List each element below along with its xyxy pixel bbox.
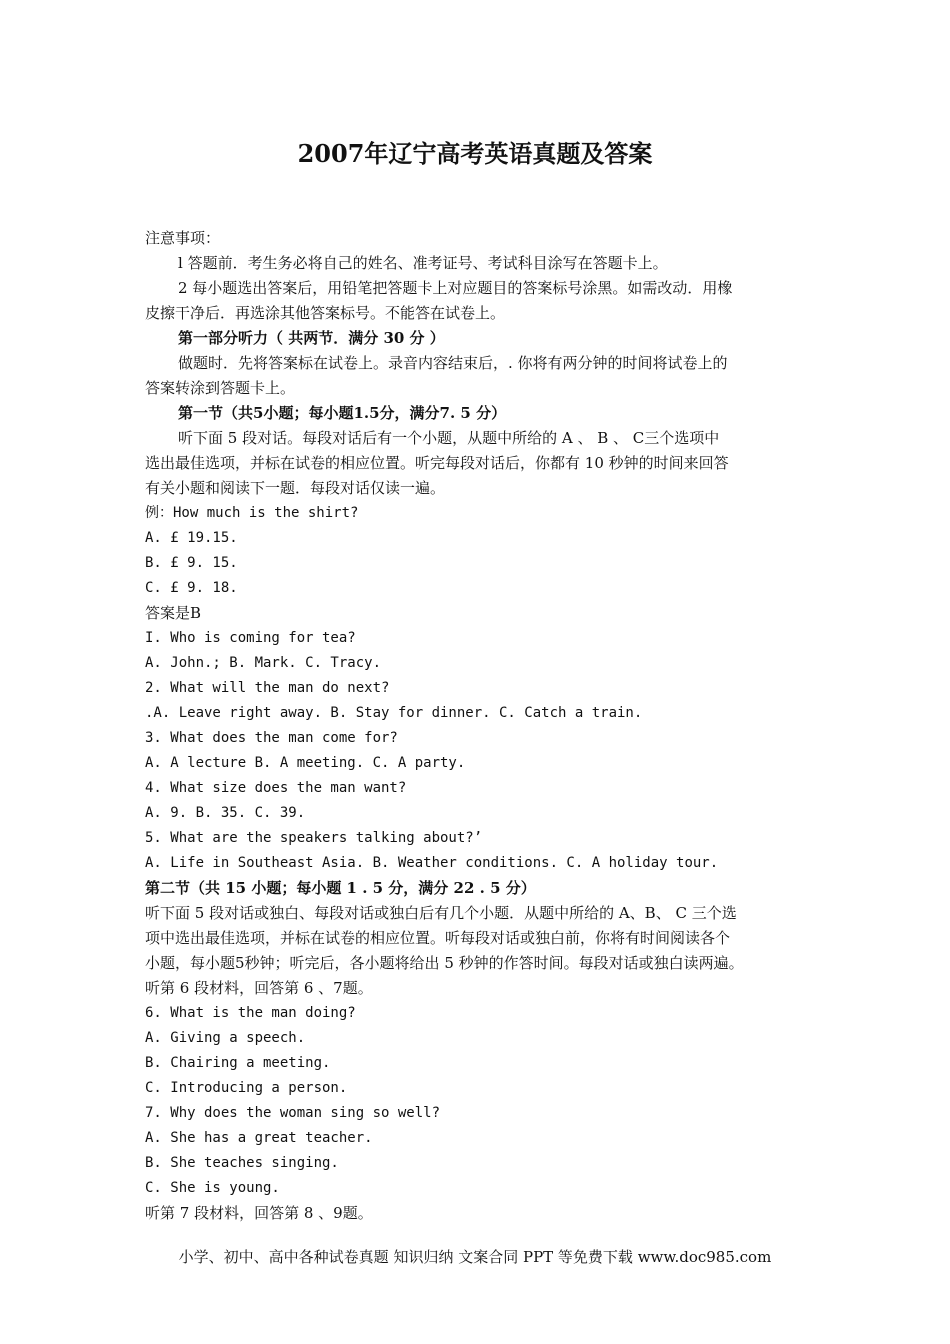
- text-line: 例：How much is the shirt?: [145, 505, 359, 521]
- text-line: B. £ 9. 15.: [145, 555, 238, 571]
- text-line: B. Chairing a meeting.: [145, 1055, 331, 1071]
- text-line: C. £ 9. 18.: [145, 580, 238, 596]
- text-line: 听第 6 段材料，回答第 6 、7题。: [145, 979, 373, 997]
- text-line: 4. What size does the man want?: [145, 780, 407, 796]
- text-line: 5. What are the speakers talking about?’: [145, 830, 483, 846]
- text-line: 2. What will the man do next?: [145, 680, 390, 696]
- text-line: A. Giving a speech.: [145, 1030, 306, 1046]
- text-line: l 答题前．考生务必将自己的姓名、准考证号、考试科目涂写在答题卡上。: [178, 254, 668, 272]
- text-line: 7. Why does the woman sing so well?: [145, 1105, 441, 1121]
- text-line: 皮擦干净后．再选涂其他答案标号。不能答在试卷上。: [145, 304, 506, 322]
- text-line: 第二节（共 15 小题；每小题 1 . 5 分，满分 22 . 5 分）: [145, 879, 536, 897]
- text-line: 第一部分听力（ 共两节．满分 30 分 ）: [178, 329, 445, 347]
- page-footer: 小学、初中、高中各种试卷真题 知识归纳 文案合同 PPT 等免费下载 www.doc985.com: [178, 1248, 772, 1266]
- text-line: 小题，每小题5秒钟；听完后，各小题将给出 5 秒钟的作答时间。每段对话或独白读两遍。: [145, 954, 744, 972]
- text-line: C. She is young.: [145, 1180, 280, 1196]
- document-body: [145, 226, 815, 1226]
- text-line: 有关小题和阅读下一题．每段对话仅读一遍。: [145, 479, 446, 497]
- text-line: B. She teaches singing.: [145, 1155, 339, 1171]
- text-line: A. £ 19.15.: [145, 530, 238, 546]
- text-line: 听下面 5 段对话。每段对话后有一个小题，从题中所给的 A 、 B 、 C三个选项中: [178, 429, 720, 447]
- page-title: 2007年辽宁高考英语真题及答案: [297, 139, 653, 168]
- text-line: A. She has a great teacher.: [145, 1130, 373, 1146]
- text-line: 3. What does the man come for?: [145, 730, 398, 746]
- text-line: A. Life in Southeast Asia. B. Weather conditions. C. A holiday tour.: [145, 855, 719, 871]
- text-line: 听第 7 段材料，回答第 8 、9题。: [145, 1204, 373, 1222]
- text-line: 答案转涂到答题卡上。: [145, 379, 296, 397]
- text-line: 6. What is the man doing?: [145, 1005, 356, 1021]
- text-line: C. Introducing a person.: [145, 1080, 348, 1096]
- text-line: A. A lecture B. A meeting. C. A party.: [145, 755, 466, 771]
- text-line: I. Who is coming for tea?: [145, 630, 356, 646]
- text-line: 听下面 5 段对话或独白、每段对话或独白后有几个小题．从题中所给的 A、B、 C 三个选: [145, 904, 737, 922]
- text-line: 2 每小题选出答案后，用铅笔把答题卡上对应题目的答案标号涂黑。如需改动．用橡: [178, 279, 733, 297]
- text-line: 第一节（共5小题；每小题1.5分，满分7. 5 分）: [178, 404, 507, 422]
- text-line: 注意事项：: [145, 229, 221, 247]
- text-line: 选出最佳选项，并标在试卷的相应位置。听完每段对话后，你都有 10 秒钟的时间来回答: [145, 454, 729, 472]
- text-line: 做题时．先将答案标在试卷上。录音内容结束后，. 你将有两分钟的时间将试卷上的: [178, 354, 728, 372]
- text-line: A. John.; B. Mark. C. Tracy.: [145, 655, 382, 671]
- text-line: 答案是B: [145, 604, 202, 622]
- text-line: .A. Leave right away. B. Stay for dinner. C. Catch a train.: [145, 705, 643, 721]
- text-line: A. 9. B. 35. C. 39.: [145, 805, 306, 821]
- text-line: 项中选出最佳选项，并标在试卷的相应位置。听每段对话或独白前，你将有时间阅读各个: [145, 929, 731, 947]
